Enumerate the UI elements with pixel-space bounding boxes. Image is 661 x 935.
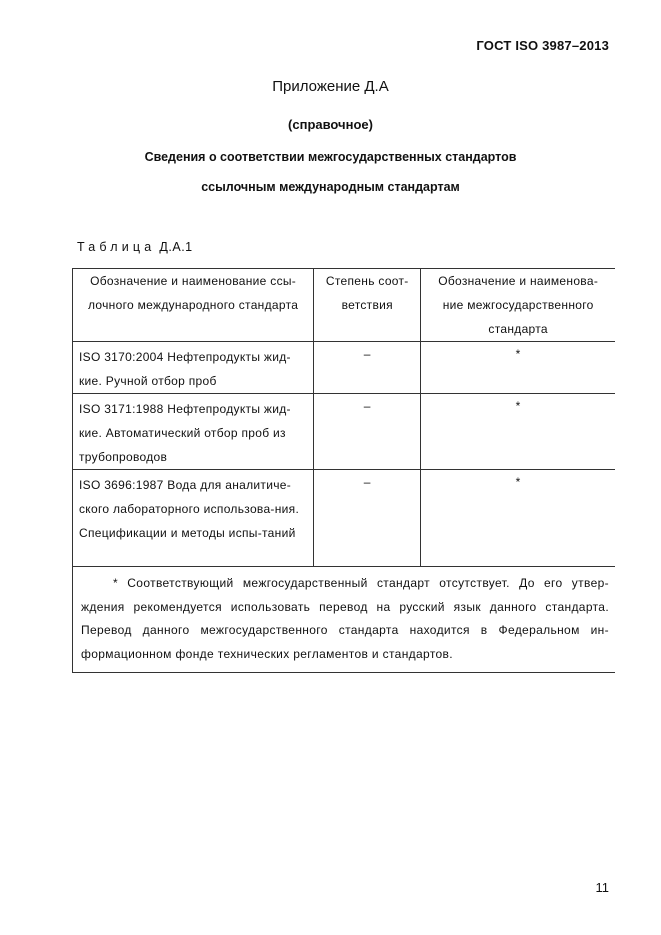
appendix-heading-line1: Сведения о соответствии межгосударственных стандартов <box>144 150 517 164</box>
row-ref-cell: ISO 3171:1988 Нефтепродукты жид-кие. Автоматический отбор проб из трубопроводов <box>73 394 314 470</box>
table-row <box>73 342 616 394</box>
row-degree-cell: – <box>314 470 421 567</box>
row-ref-cell: ISO 3170:2004 Нефтепродукты жид-кие. Ручной отбор проб <box>73 342 314 394</box>
table-row <box>73 394 616 470</box>
document-code: ГОСТ ISO 3987–2013 <box>476 38 609 53</box>
table-caption <box>77 240 193 254</box>
header-degree-of-correspondence: Степень соот-ветствия <box>314 269 421 342</box>
table-row <box>73 470 616 567</box>
correspondence-table <box>72 268 615 673</box>
row-standard-cell: * <box>421 342 615 394</box>
row-standard-cell: * <box>421 394 615 470</box>
table-caption-label: Таблица <box>77 240 156 254</box>
header-international-standard: Обозначение и наименование ссы-лочного международного стандарта <box>73 269 314 342</box>
row-ref-cell: ISO 3696:1987 Вода для аналитиче-ского лабораторного использова-ния. Спецификации и методы испы-таний <box>73 470 314 567</box>
appendix-title: Приложение Д.А <box>272 78 389 95</box>
appendix-subtitle: (справочное) <box>288 117 373 132</box>
header-interstate-standard: Обозначение и наименова-ние межгосударственного стандарта <box>421 269 615 342</box>
row-degree-cell: – <box>314 342 421 394</box>
table-header-row <box>73 269 616 342</box>
table-caption-number: Д.А.1 <box>159 240 193 254</box>
table-footnote: * Соответствующий межгосударственный стандарт отсутствует. До его утвер-ждения рекомендуется использовать перевод на русский язык данного стандарта. Перевод данного межгосударственного стандарта находится в Федеральном ин-формационном фонде технических регламентов и стандартов. <box>73 567 616 673</box>
appendix-heading-line2: ссылочным международным стандартам <box>201 180 460 194</box>
page-number: 11 <box>595 880 609 895</box>
table-footnote-row <box>73 567 616 673</box>
row-standard-cell: * <box>421 470 615 567</box>
row-degree-cell: – <box>314 394 421 470</box>
